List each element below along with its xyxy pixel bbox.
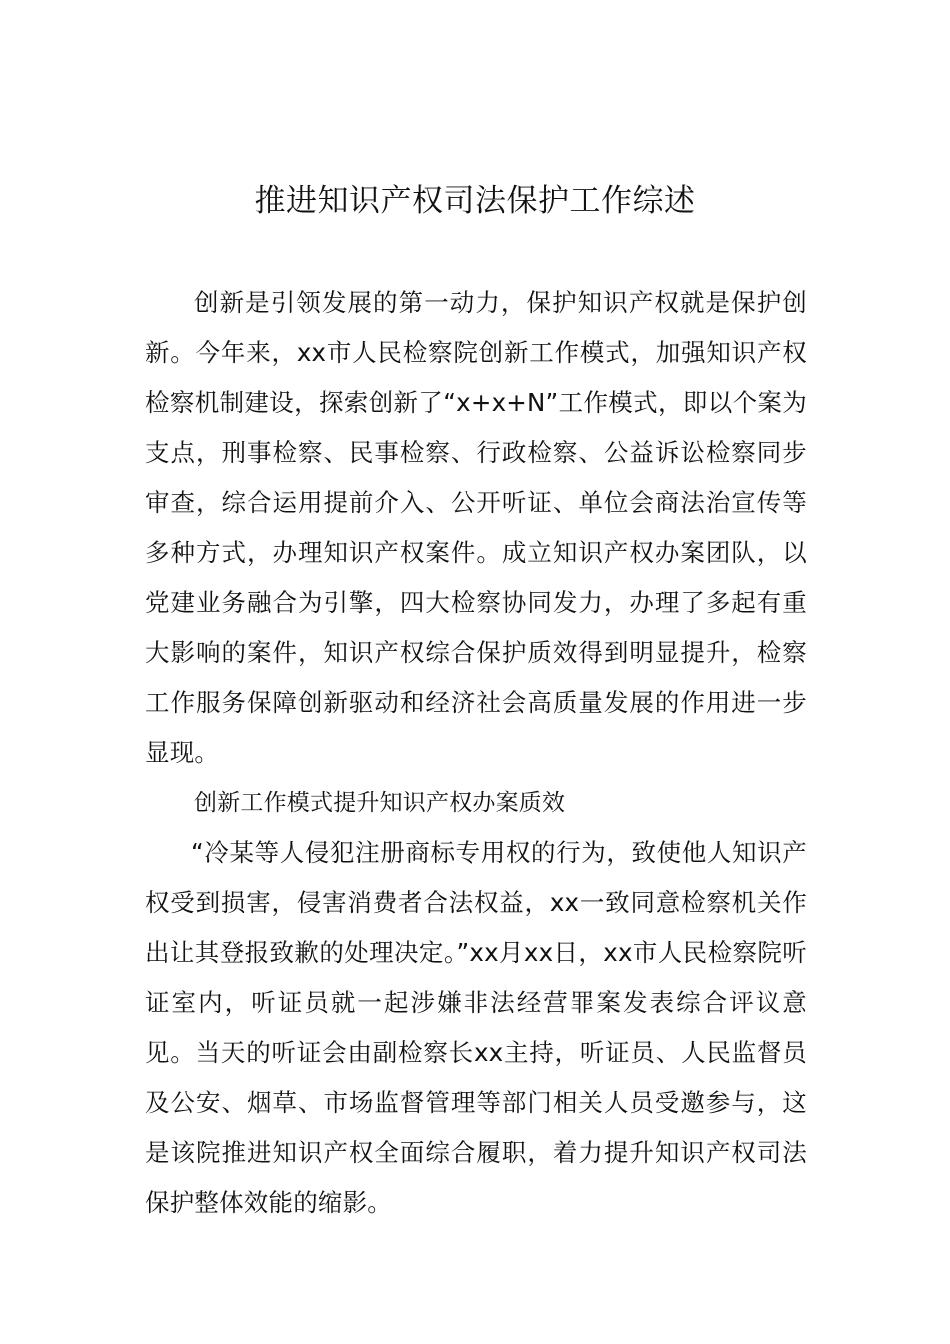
document-title: 推进知识产权司法保护工作综述 — [254, 183, 696, 219]
document-body — [145, 278, 807, 1228]
paragraph-intro: 创新是引领发展的第一动力，保护知识产权就是保护创新。今年来，xx市人民检察院创新工作模式，加强知识产权检察机制建设，探索创新了“x+x+N”工作模式，即以个案为支点，刑事检察、民事检察、行政检察、公益诉讼检察同步审查，综合运用提前介入、公开听证、单位会商法治宣传等多种方式，办理知识产权案件。成立知识产权办案团队，以党建业务融合为引擎，四大检察协同发力，办理了多起有重大影响的案件，知识产权综合保护质效得到明显提升，检察工作服务保障创新驱动和经济社会高质量发展的作用进一步显现。 — [145, 288, 807, 767]
section-heading: 创新工作模式提升知识产权办案质效 — [194, 790, 566, 816]
paragraph-hearing: “冷某等人侵犯注册商标专用权的行为，致使他人知识产权受到损害，侵害消费者合法权益，xx一致同意检察机关作出让其登报致歉的处理决定。”xx月xx日，xx市人民检察院听证室内，听证员就一起涉嫌非法经营罪案发表综合评议意见。当天的听证会由副检察长xx主持，听证员、人民监督员及公安、烟草、市场监督管理等部门相关人员受邀参与，这是该院推进知识产权全面综合履职，着力提升知识产权司法保护整体效能的缩影。 — [145, 838, 807, 1217]
